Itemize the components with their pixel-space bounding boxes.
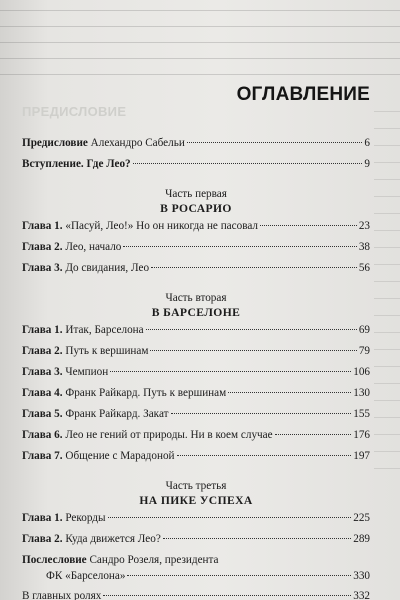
leader-dots [127,575,351,576]
entry-text: Чемпион [65,366,109,378]
entry-text: Рекорды [65,512,106,524]
page-number: 106 [353,366,370,378]
toc-entry-chapter[interactable] [22,430,370,451]
part-heading [22,293,370,325]
leader-dots [123,246,356,247]
part-label: Часть третья [165,480,227,492]
page-title: ОГЛАВЛЕНИЕ [236,84,370,105]
toc-entry-chapter[interactable] [22,367,370,388]
leader-dots [177,455,352,456]
leader-dots [187,142,363,143]
page-number: 225 [353,512,370,524]
page-number: 69 [358,324,370,336]
part-heading [22,189,370,221]
leader-dots [260,225,357,226]
toc-entry-chapter[interactable] [22,513,370,534]
part-title: НА ПИКЕ УСПЕХА [139,494,253,507]
entry-text: Франк Райкард. Закат [65,408,169,420]
toc-entry-chapter[interactable] [22,346,370,367]
leader-dots [108,517,352,518]
toc-entry-chapter[interactable] [22,409,370,430]
page-number: 6 [364,137,370,149]
entry-text: Сандро Розеля, президента [89,554,219,566]
entry-label: Глава 1. [22,512,63,524]
entry-text: Путь к вершинам [65,345,149,357]
leader-dots [228,392,351,393]
part-label: Часть первая [165,188,227,200]
entry-text: Лео, начало [65,241,122,253]
entry-text: Где Лео? [86,158,131,170]
toc-entry-chapter[interactable] [22,263,370,284]
part-heading [22,481,370,513]
entry-label: Глава 4. [22,387,63,399]
page-number: 56 [358,262,370,274]
entry-text-continued: ФК «Барселона» [46,570,126,582]
page-number: 38 [358,241,370,253]
leader-dots [150,350,356,351]
page-number: 289 [353,533,370,545]
entry-text: Куда движется Лео? [65,533,161,545]
entry-text: До свидания, Лео [65,262,150,274]
page-number: 79 [358,345,370,357]
page-number: 130 [353,387,370,399]
toc-entry-chapter[interactable] [22,221,370,242]
entry-text: Алехандро Сабельи [90,137,185,149]
toc-entry-cast[interactable] [22,591,370,600]
entry-text: Общение с Марадоной [65,450,175,462]
toc-entry-preface[interactable] [22,138,370,159]
leader-dots [103,595,351,596]
entry-text: Итак, Барселона [65,324,144,336]
entry-label: Глава 2. [22,345,63,357]
leader-dots [163,538,351,539]
entry-label: Вступление. [22,158,84,170]
entry-label: Глава 5. [22,408,63,420]
entry-label: Глава 3. [22,366,63,378]
entry-label: Глава 6. [22,429,63,441]
page-number: 332 [353,590,370,600]
entry-label: Глава 1. [22,220,63,232]
entry-label: Глава 2. [22,533,63,545]
entry-text: В главных ролях [22,590,102,600]
leader-dots [133,163,363,164]
entry-label: Послесловие [22,554,87,566]
page-number: 330 [353,570,370,582]
part-label: Часть вторая [165,292,227,304]
leader-dots [146,329,357,330]
entry-label: Глава 1. [22,324,63,336]
table-of-contents [22,138,370,600]
entry-text: «Пасуй, Лео!» Но он никогда не пасовал [65,220,258,232]
entry-label: Глава 2. [22,241,63,253]
entry-text: Франк Райкард. Путь к вершинам [65,387,227,399]
show-through-text-top [0,0,400,78]
page-number: 155 [353,408,370,420]
entry-text: Лео не гений от природы. Ни в коем случае [65,429,273,441]
entry-label: Глава 3. [22,262,63,274]
toc-entry-afterword[interactable] [22,555,370,587]
toc-entry-chapter[interactable] [22,388,370,409]
toc-entry-chapter[interactable] [22,451,370,472]
part-title: В БАРСЕЛОНЕ [151,306,241,319]
leader-dots [151,267,357,268]
page-number: 9 [364,158,370,170]
toc-entry-chapter[interactable] [22,325,370,346]
page-number: 23 [358,220,370,232]
show-through-text-side [374,100,400,480]
leader-dots [110,371,351,372]
show-through-heading: ПРЕДИСЛОВИЕ [22,104,127,119]
leader-dots [171,413,352,414]
toc-entry-chapter[interactable] [22,242,370,263]
part-title: В РОСАРИО [160,202,232,215]
toc-entry-chapter[interactable] [22,534,370,555]
page-number: 176 [353,429,370,441]
toc-entry-introduction[interactable] [22,159,370,180]
page-number: 197 [353,450,370,462]
entry-label: Предисловие [22,137,88,149]
leader-dots [275,434,352,435]
entry-label: Глава 7. [22,450,63,462]
